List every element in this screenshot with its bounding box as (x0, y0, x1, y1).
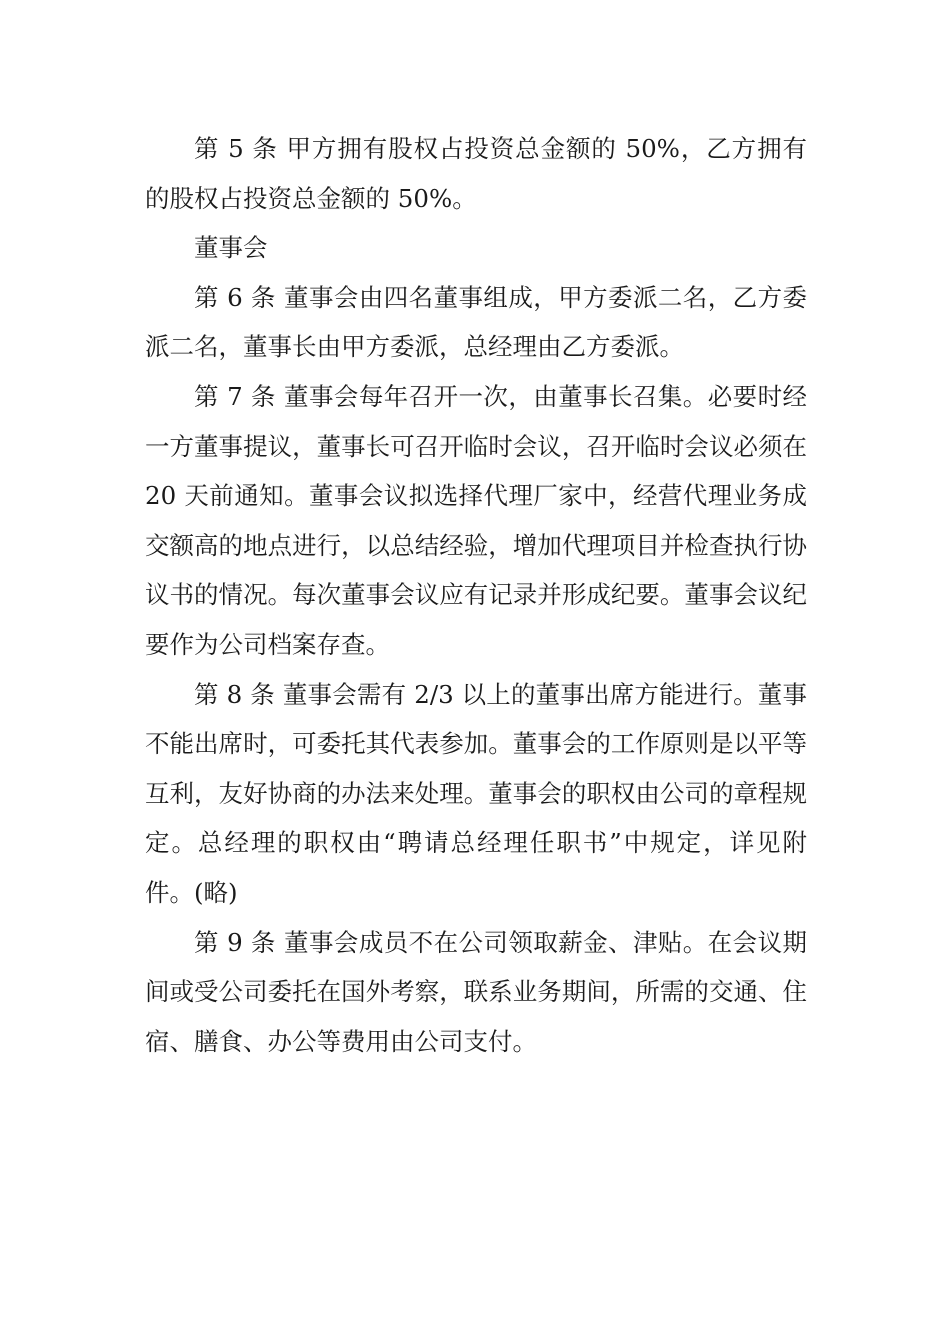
article-6-paragraph: 第 6 条 董事会由四名董事组成，甲方委派二名，乙方委派二名，董事长由甲方委派，总经理由乙方委派。 (145, 282, 807, 362)
article-8-paragraph: 第 8 条 董事会需有 2/3 以上的董事出席方能进行。董事不能出席时，可委托其代表参加。董事会的工作原则是以平等互利，友好协商的办法来处理。董事会的职权由公司的章程规定。总经理的职权由“聘请总经理任职书”中规定，详见附件。(略) (145, 679, 807, 907)
article-5-paragraph: 第 5 条 甲方拥有股权占投资总金额的 50%，乙方拥有的股权占投资总金额的 50%。 (145, 134, 807, 213)
article-9-paragraph: 第 9 条 董事会成员不在公司领取薪金、津贴。在会议期间或受公司委托在国外考察，联系业务期间，所需的交通、住宿、膳食、办公等费用由公司支付。 (145, 927, 807, 1056)
article-7-paragraph: 第 7 条 董事会每年召开一次，由董事长召集。必要时经一方董事提议，董事长可召开临时会议，召开临时会议必须在 20 天前通知。董事会议拟选择代理厂家中，经营代理业务成交额高的地点进行，以总结经验，增加代理项目并检查执行协议书的情况。每次董事会议应有记录并形成纪要。董事会议纪要作为公司档案存查。 (145, 381, 807, 659)
document-page (145, 124, 807, 1066)
section-heading-board: 董事会 (194, 233, 268, 263)
